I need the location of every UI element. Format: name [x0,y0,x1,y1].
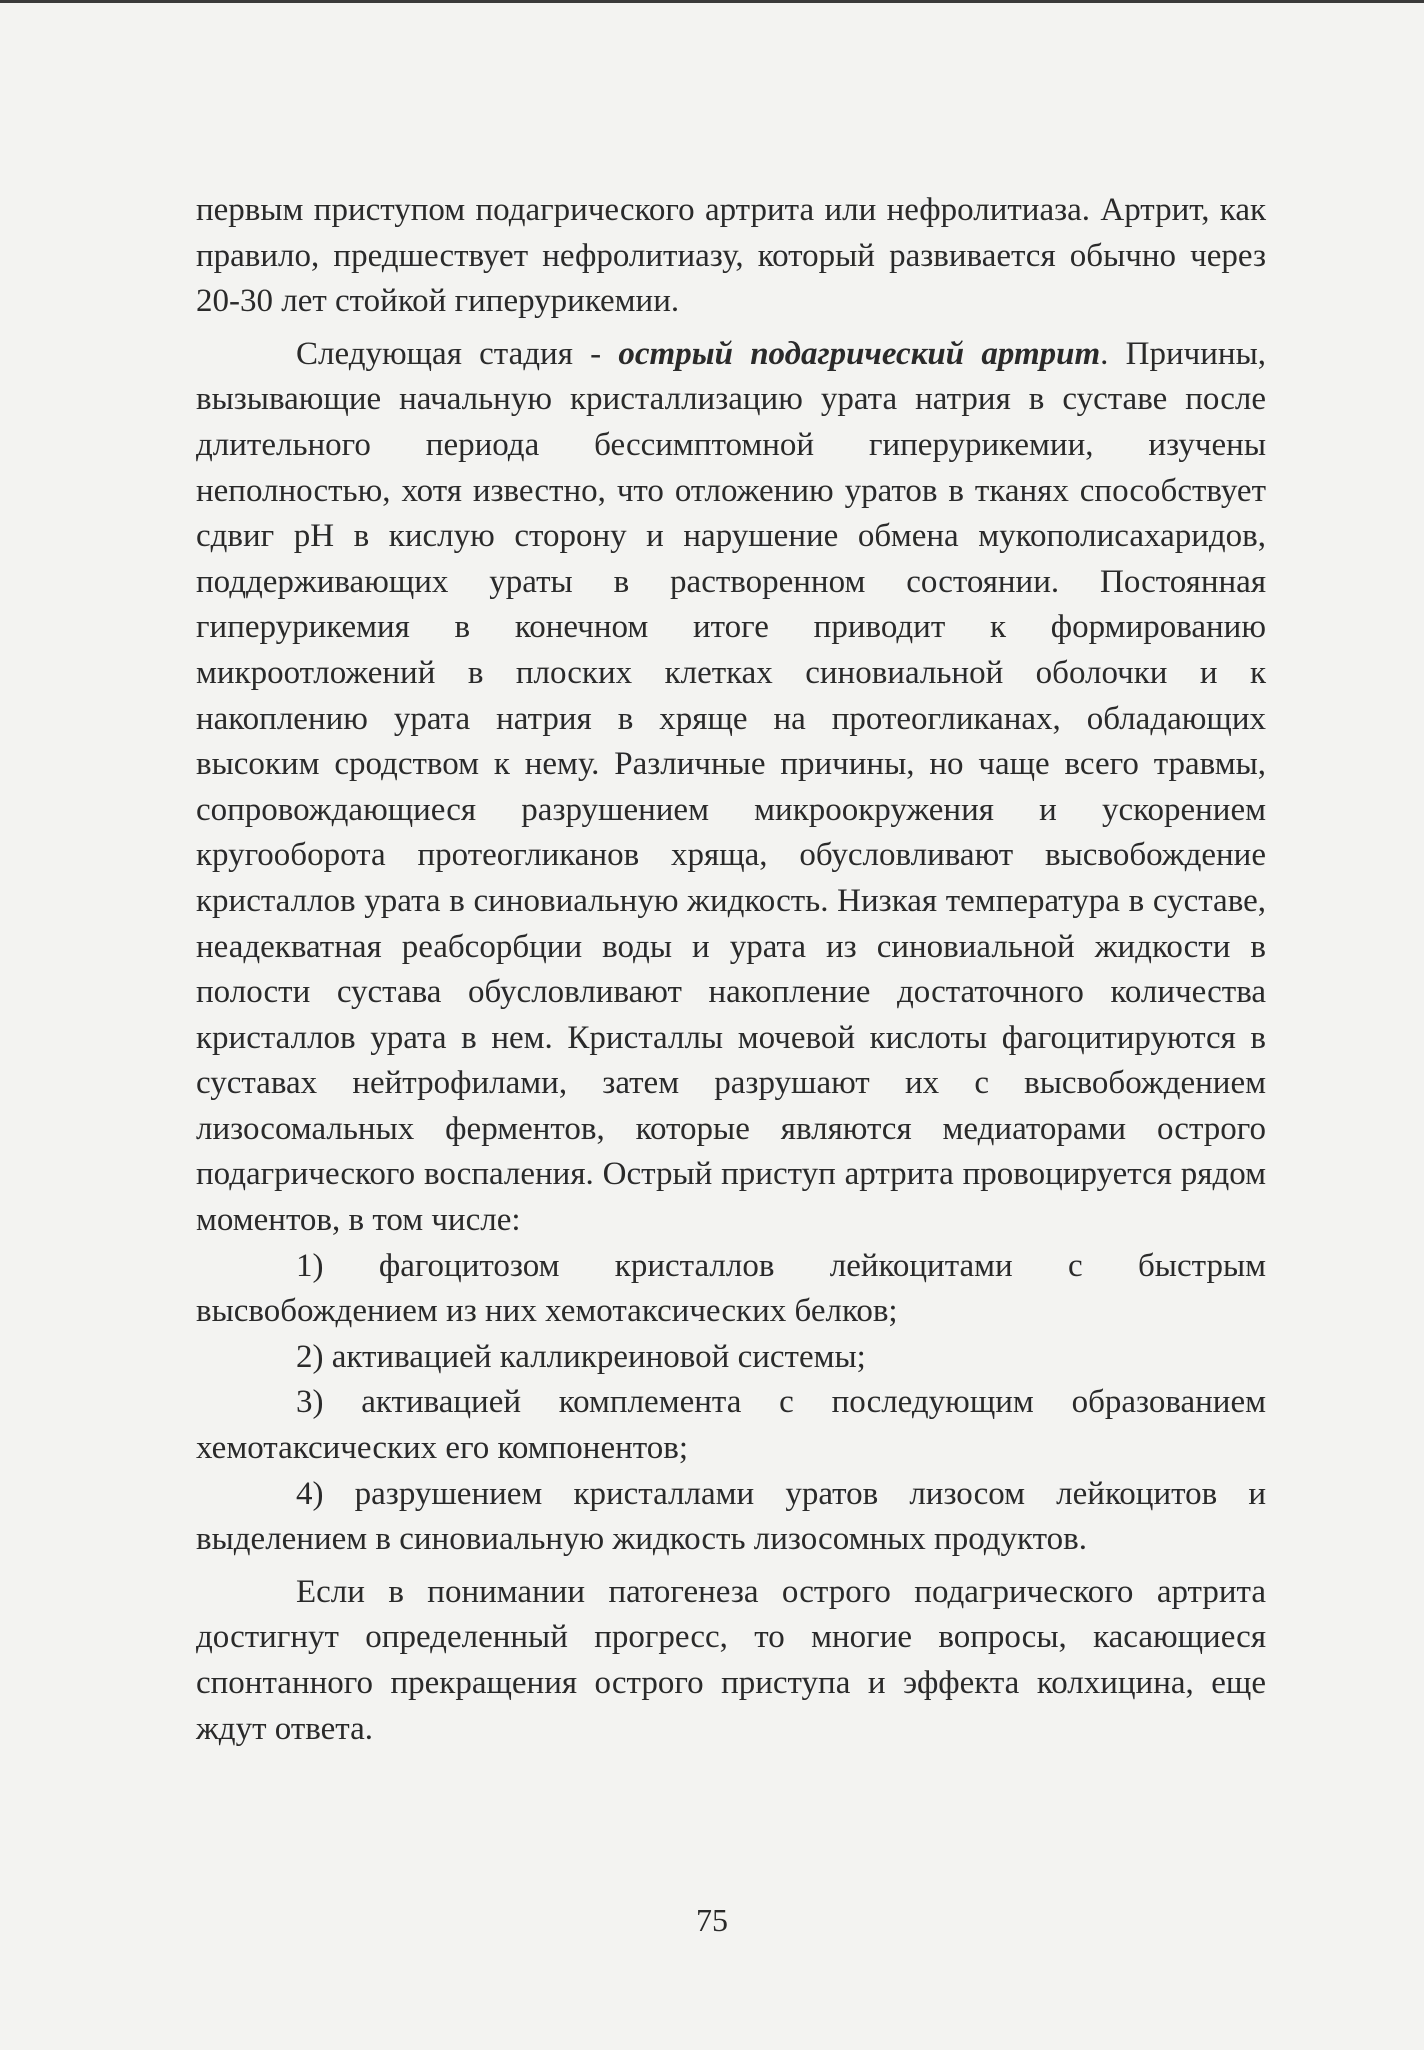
paragraph-acute-arthritis [196,332,1266,1244]
emphasized-term: острый подагрический артрит [618,335,1101,372]
list-item: 4) разрушением кристаллами уратов лизосом лейкоцитов и выделением в синовиальную жидкость лизосомных продуктов. [196,1475,1266,1558]
page-number: 75 [696,1902,728,1938]
list-item: 1) фагоцитозом кристаллов лейкоцитами с быстрым высвобождением из них хемотаксических белков; [196,1247,1266,1330]
paragraph-closing: Если в понимании патогенеза острого подагрического артрита достигнут определенный прогресс, то многие вопросы, касающиеся спонтанного прекращения острого приступа и эффекта колхицина, еще ждут ответа. [196,1573,1266,1747]
book-page [196,188,1266,1848]
paragraph-continuation: первым приступом подагрического артрита или нефролитиаза. Артрит, как правило, предшествует нефролитиазу, который развивается обычно через 20-30 лет стойкой гиперурикемии. [196,192,1266,320]
list-item: 2) активацией калликреиновой системы; [296,1338,866,1375]
page-top-edge [0,0,1424,3]
paragraph-body: . Причины, вызывающие начальную кристаллизацию урата натрия в суставе после длительного периода бессимптомной гиперурикемии, изучены неполностью, хотя известно, что отложению уратов в тканях способствует сдвиг pH в кислую сторону и нарушение обмена мукополисахаридов, поддерживающих ураты в растворенном состоянии. Постоянная гиперурикемия в конечном итоге приводит к формированию микроотложений в плоских клетках синовиальной оболочки и к накоплению урата натрия в хряще на протеогликанах, обладающих высоким сродством к нему. Различные причины, но чаще всего травмы, сопровождающиеся разрушением микроокружения и ускорением кругооборота протеогликанов хряща, обусловливают высвобождение кристаллов урата в синовиальную жидкость. Низкая температура в суставе, неадекватная реабсорбции воды и урата из синовиальной жидкости в полости сустава обусловливают накопление достаточного количества кристаллов урата в нем. Кристаллы мочевой кислоты фагоцитируются в суставах нейтрофилами, затем разрушают их с высвобождением лизосомальных ферментов, которые являются медиаторами острого подагрического воспаления. Острый приступ артрита провоцируется рядом моментов, в том числе: [196,335,1266,1239]
paragraph-lead: Следующая стадия - [296,335,619,372]
list-item: 3) активацией комплемента с последующим образованием хемотаксических его компонентов; [196,1384,1266,1467]
body-text [196,188,1266,1752]
